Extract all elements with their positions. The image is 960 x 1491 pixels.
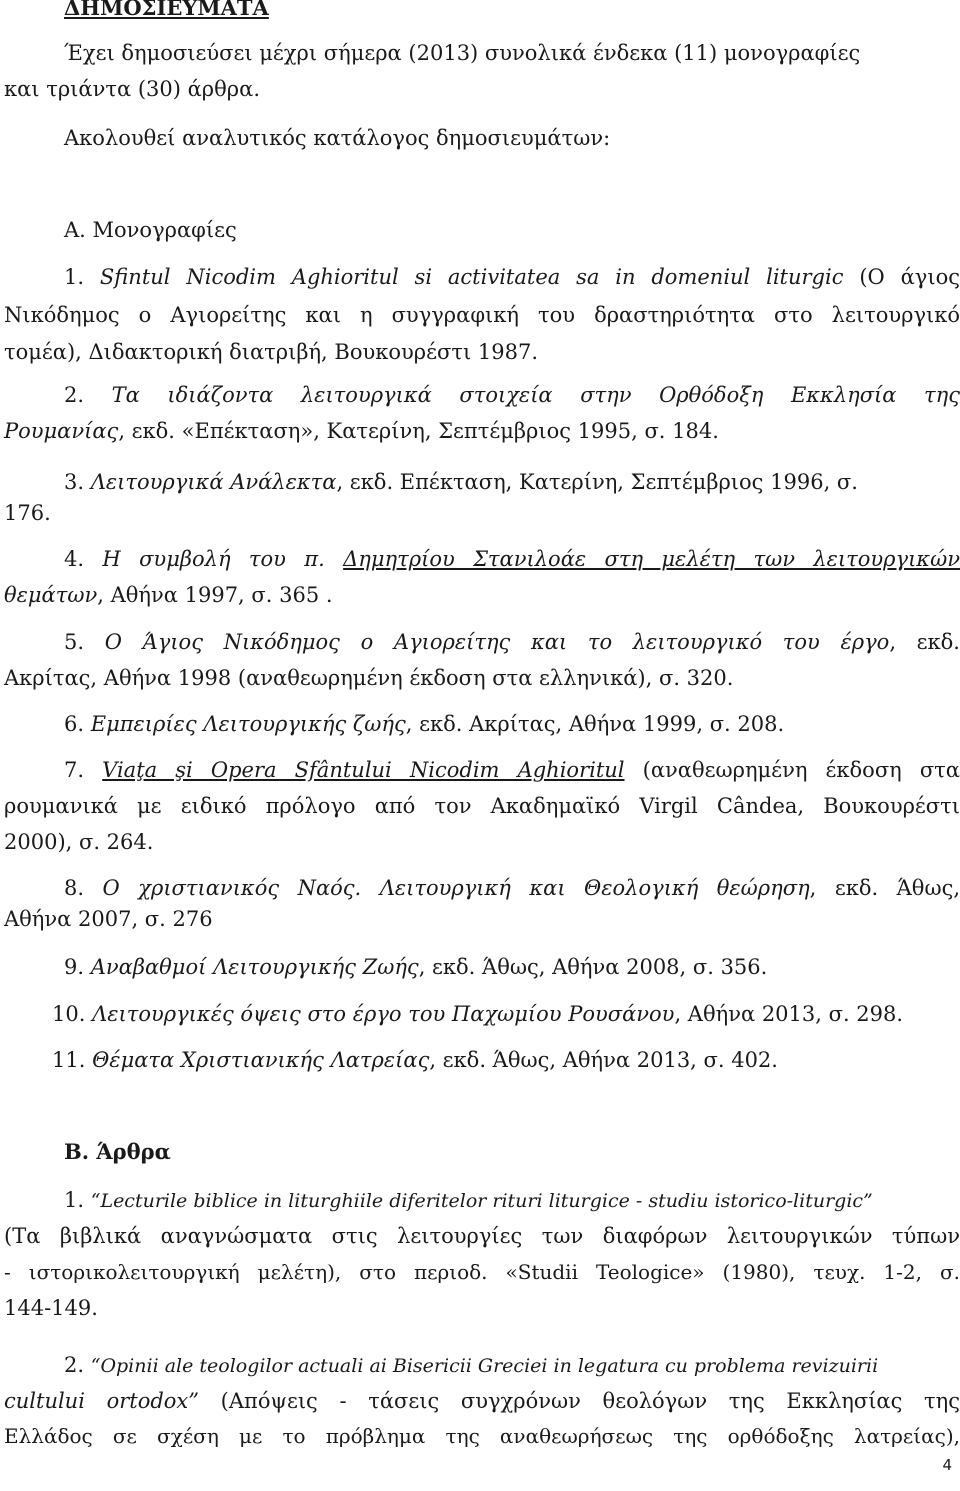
item-details: , εκδ. Άθως,: [809, 876, 960, 900]
item-title: Αναβαθμοί Λειτουργικής Ζωής: [90, 955, 419, 979]
article-line: [4, 1387, 960, 1415]
item-details: , εκδ. «Επέκταση», Κατερίνη, Σεπτέμβριος 1995, σ. 184.: [118, 419, 719, 443]
section-title-articles: Β. Άρθρα: [64, 1139, 171, 1164]
intro-paragraph-line: και τριάντα (30) άρθρα.: [4, 77, 260, 101]
item-title: Λειτουργικές όψεις στο έργο του Παχωμίου Ρουσάνου: [92, 1002, 675, 1026]
monograph-line: Νικόδημος ο Αγιορείτης και η συγγραφική του δραστηριότητα στο λειτουργικό: [4, 303, 960, 327]
item-title: Viaţa şi Opera Sfântului Nicodim Aghioritul: [102, 758, 625, 782]
item-details: , εκδ. Άθως, Αθήνα 2008, σ. 356.: [418, 955, 768, 979]
article-item-2: [64, 1351, 878, 1380]
item-number: 2.: [64, 1353, 85, 1377]
intro-paragraph-line: Έχει δημοσιεύσει μέχρι σήμερα (2013) συνολικά ένδεκα (11) μονογραφίες: [64, 41, 861, 65]
list-intro: Ακολουθεί αναλυτικός κατάλογος δημοσιευμάτων:: [64, 126, 611, 150]
monograph-item-3: [64, 468, 858, 496]
item-title: Sfintul Nicodim Aghioritul si activitatea sa in domeniul liturgic: [99, 265, 844, 289]
article-line: (Τα βιβλικά αναγνώσματα στις λειτουργίες των διαφόρων λειτουργικών τύπων: [4, 1224, 960, 1248]
item-title: Δημητρίου Στανιλοάε στη μελέτη των λειτουργικών: [343, 547, 960, 571]
monograph-line: [4, 417, 719, 445]
monograph-line: Αθήνα 2007, σ. 276: [4, 907, 213, 931]
item-details: , εκδ. Επέκταση, Κατερίνη, Σεπτέμβριος 1996, σ.: [336, 470, 858, 494]
item-details: (αναθεωρημένη έκδοση στα: [642, 758, 960, 782]
item-number: 1.: [64, 1188, 85, 1212]
item-details: (Απόψεις - τάσεις συγχρόνων θεολόγων της Εκκλησίας της: [220, 1389, 960, 1413]
item-number: 3.: [64, 470, 85, 494]
item-number: 6.: [64, 712, 85, 736]
item-details: , Αθήνα 1997, σ. 365 .: [97, 583, 333, 607]
item-title: Ρουμανίας: [4, 419, 119, 443]
item-title: “Lecturile biblice in liturghiile diferitelor rituri liturgice - studiu istorico-liturgic”: [90, 1190, 873, 1212]
article-item-1: [64, 1186, 873, 1215]
monograph-item-8: [64, 874, 960, 902]
page-number: 4: [942, 1456, 952, 1474]
item-number: 8.: [64, 876, 85, 900]
item-title: Εμπειρίες Λειτουργικής ζωής: [90, 712, 406, 736]
item-title: “Opinii ale teologilor actuali ai Bisericii Greciei in legatura cu problema revizuirii: [90, 1355, 879, 1377]
item-number: 1.: [64, 265, 85, 289]
item-details: , εκδ.: [889, 630, 960, 654]
item-number: 2.: [64, 383, 85, 407]
monograph-line: 176.: [4, 501, 51, 525]
item-title: θεμάτων: [4, 583, 98, 607]
monograph-line: 2000), σ. 264.: [4, 830, 154, 854]
item-title: Ο Άγιος Νικόδημος ο Αγιορείτης και το λειτουργικό του έργο: [104, 630, 890, 654]
monograph-line: Ακρίτας, Αθήνα 1998 (αναθεωρημένη έκδοση στα ελληνικά), σ. 320.: [4, 666, 734, 690]
section-title-monographs: Α. Μονογραφίες: [64, 218, 237, 242]
monograph-item-7: [64, 756, 960, 784]
item-title: Λειτουργικά Ανάλεκτα: [90, 470, 337, 494]
monograph-item-11: [52, 1046, 778, 1074]
section-heading: ΔΗΜΟΣΙΕΥΜΑΤΑ: [64, 0, 269, 20]
article-line: Ελλάδος σε σχέση με το πρόβλημα της αναθεωρήσεως της ορθόδοξης λατρείας),: [4, 1424, 960, 1448]
monograph-item-6: [64, 710, 784, 738]
monograph-item-1: [64, 263, 960, 291]
monograph-item-2: [64, 381, 960, 409]
monograph-item-9: [64, 953, 767, 981]
item-title: cultului ortodox”: [4, 1389, 200, 1413]
item-details: (Ο άγιος: [859, 265, 960, 289]
item-details: , εκδ. Ακρίτας, Αθήνα 1999, σ. 208.: [405, 712, 785, 736]
item-number: 4.: [64, 547, 85, 571]
item-title: Θέματα Χριστιανικής Λατρείας: [92, 1048, 430, 1072]
monograph-line: ρουμανικά με ειδικό πρόλογο από τον Ακαδημαϊκό Virgil Cândea, Βουκουρέστι: [4, 794, 960, 818]
item-number: 11.: [52, 1048, 86, 1072]
monograph-item-4: [64, 545, 960, 573]
item-title: Τα ιδιάζοντα λειτουργικά στοιχεία στην Ορθόδοξη Εκκλησία της: [111, 383, 960, 407]
monograph-item-10: [52, 1000, 903, 1028]
monograph-line: [4, 581, 333, 609]
item-details: , Αθήνα 2013, σ. 298.: [674, 1002, 904, 1026]
item-title: Η συμβολή του π.: [102, 547, 325, 571]
item-number: 5.: [64, 630, 85, 654]
item-number: 7.: [64, 758, 85, 782]
item-title: Ο χριστιανικός Ναός. Λειτουργική και Θεολογική θεώρηση: [102, 876, 810, 900]
monograph-line: τομέα), Διδακτορική διατριβή, Βουκουρέστι 1987.: [4, 340, 538, 364]
article-line: 144-149.: [4, 1296, 98, 1320]
item-number: 10.: [52, 1002, 86, 1026]
item-number: 9.: [64, 955, 85, 979]
article-line: - ιστορικολειτουργική μελέτη), στο περιοδ. «Studii Teologice» (1980), τευχ. 1-2, σ.: [4, 1260, 960, 1284]
item-details: , εκδ. Άθως, Αθήνα 2013, σ. 402.: [429, 1048, 778, 1072]
monograph-item-5: [64, 628, 960, 656]
